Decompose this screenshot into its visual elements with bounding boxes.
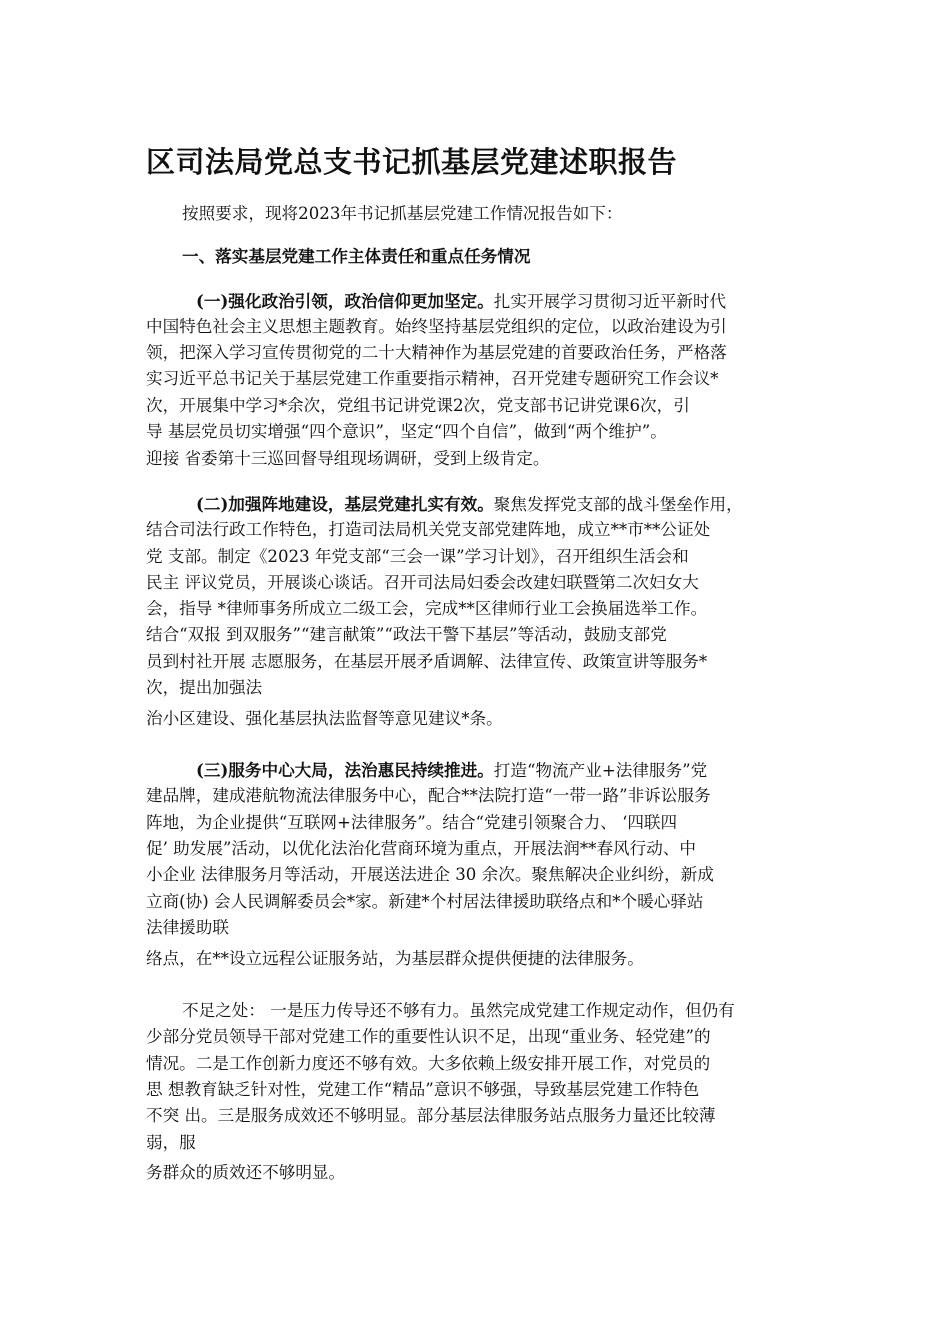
section2-line: 会，指导 *律师事务所成立二级工会，完成**区律师行业工会换届选举工作。	[146, 599, 708, 618]
section1-line: 扎实开展学习贯彻习近平新时代	[493, 292, 727, 311]
shortcomings-line: 少部分党员领导干部对党建工作的重要性认识不足，出现“重业务、轻党建”的	[146, 1027, 711, 1046]
section2-first-line	[196, 492, 743, 517]
section3-line: 立商(协) 会人民调解委员会*家。新建*个村居法律援助联络点和*个暖心驿站	[146, 892, 704, 911]
document-title: 区司法局党总支书记抓基层党建述职报告	[146, 145, 678, 179]
section1-first-line	[196, 289, 726, 314]
section1-line: 导 基层党员切实增强“四个意识”，坚定“四个自信”，做到“两个维护”。	[146, 422, 667, 441]
section2-line: 结合司法行政工作特色，打造司法局机关党支部党建阵地，成立**市**公证处	[146, 520, 711, 539]
section3-line: 法律援助联	[146, 918, 229, 937]
section2-line: 结合“双报 到双服务”“建言献策”“政法干警下基层”等活动，鼓励支部党	[146, 625, 667, 644]
section1-line: 实习近平总书记关于基层党建工作重要指示精神，召开党建专题研究工作会议*	[146, 369, 719, 388]
section2-line: 聚焦发挥党支部的战斗堡垒作用，	[493, 495, 743, 514]
section2-line: 治小区建设、强化基层执法监督等意见建议*条。	[146, 709, 503, 728]
section2-line: 次，提出加强法	[146, 678, 263, 697]
section3-lead: (三)服务中心大局，法治惠民持续推进。	[196, 760, 494, 780]
intro-paragraph: 按照要求，现将2023年书记抓基层党建工作情况报告如下：	[182, 204, 623, 223]
section3-line: 络点，在**设立远程公证服务站，为基层群众提供便捷的法律服务。	[146, 949, 644, 968]
section3-line: 建品牌，建成港航物流法律服务中心，配合**法院打造“一带一路”非诉讼服务	[146, 786, 711, 805]
section3-first-line	[196, 758, 707, 783]
section3-line: 打造“物流产业+法律服务”党	[493, 761, 708, 780]
section1-line: 迎接 省委第十三巡回督导组现场调研，受到上级肯定。	[146, 449, 550, 468]
section3-line: 小企业 法律服务月等活动，开展送法进企 30 余次。聚焦解决企业纠纷，新成	[146, 865, 714, 884]
shortcomings-line: 情况。二是工作创新力度还不够有效。大多依赖上级安排开展工作，对党员的	[146, 1054, 711, 1073]
section2-line: 员到村社开展 志愿服务，在基层开展矛盾调解、法律宣传、政策宣讲等服务*	[146, 652, 708, 671]
shortcomings-line: 不突 出。三是服务成效还不够明显。部分基层法律服务站点服务力量还比较薄	[146, 1106, 716, 1125]
section-heading: 一、落实基层党建工作主体责任和重点任务情况	[182, 246, 531, 266]
section2-line: 党 支部。制定《2023 年党支部“三会一课”学习计划》，召开组织生活会和	[146, 547, 689, 566]
shortcomings-line: 思 想教育缺乏针对性，党建工作“精品”意识不够强，导致基层党建工作特色	[146, 1080, 700, 1099]
section1-line: 次，开展集中学习*余次，党组书记讲党课2次，党支部书记讲党课6次，引	[146, 396, 690, 415]
section3-line: 阵地，为企业提供“互联网+法律服务”。结合“党建引领聚合力、 ‘四联四	[146, 813, 678, 832]
shortcomings-line: 弱，服	[146, 1133, 196, 1152]
section1-lead: (一)强化政治引领，政治信仰更加坚定。	[196, 291, 494, 311]
section2-line: 民主 评议党员，开展谈心谈话。召开司法局妇委会改建妇联暨第二次妇女大	[146, 573, 699, 592]
shortcomings-line: 务群众的质效还不够明显。	[146, 1163, 346, 1182]
section1-line: 领，把深入学习宣传贯彻党的二十大精神作为基层党建的首要政治任务，严格落	[146, 343, 727, 362]
section1-line: 中国特色社会主义思想主题教育。始终坚持基层党组织的定位，以政治建设为引	[146, 317, 727, 336]
section2-lead: (二)加强阵地建设，基层党建扎实有效。	[196, 494, 494, 514]
section3-line: 促’ 助发展”活动，以优化法治化营商环境为重点，开展法润**春风行动、中	[146, 839, 697, 858]
shortcomings-line: 不足之处： 一是压力传导还不够有力。虽然完成党建工作规定动作，但仍有	[182, 1001, 735, 1020]
